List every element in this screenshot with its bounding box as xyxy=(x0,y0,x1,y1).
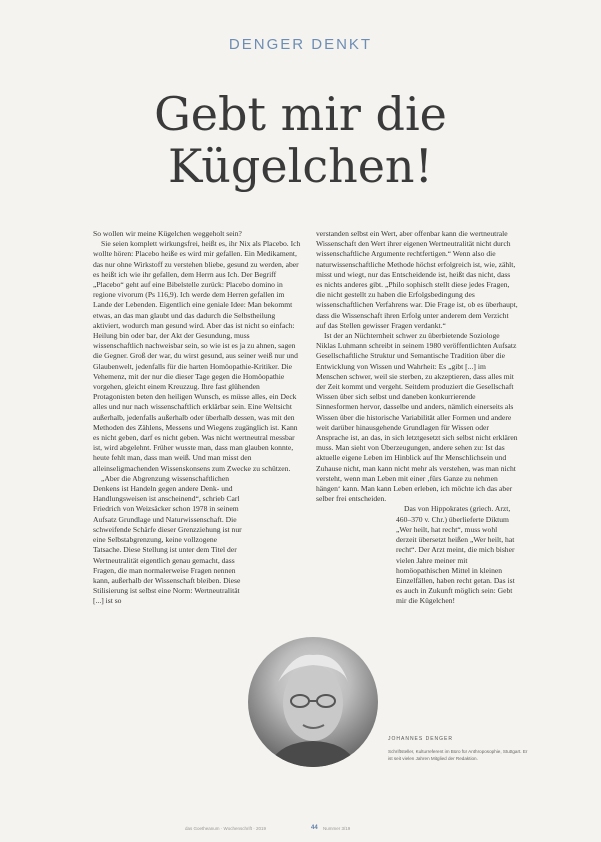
page-number: 44 xyxy=(311,825,318,831)
author-caption-name: JOHANNES DENGER xyxy=(388,736,454,742)
paragraph: verstanden selbst ein Wert, aber offenbar kann die wertneutrale Wissenschaft den Wert ihrer eigenen Wertneutralität nicht durch wissenschaftliche Argumente rechtfertigen.“ Wenn also die naturwissenschaftliche Methode höchst erfolgreich ist, wie, zählt, misst und wiegt, nur das Entscheidende ist, heißt das nicht, dass es nichts anderes gibt. „Philo sophisch stellt diese jedes Fragen, die nicht gestellt zu haben die Erfolgsbedingung des wissenschaftlichen Verfahrens war. Die Frage ist, ob es überhaupt, dass die Wissenschaft ihren Erfolg unter anderem dem Verzicht auf das Stellen gewisser Fragen verdankt.“ xyxy=(316,229,518,330)
article-title xyxy=(0,88,601,192)
paragraph: Ist der an Nüchternheit schwer zu überbietende Soziologe Niklas Luhmann schreibt in seinem 1980 veröffentlichten Aufsatz Gesellschaftliche Struktur und Semantische Tradition über die Entwicklung von Wissen und Wahrheit: Es „gibt [...] im Menschen schwer, weil sie sterben, zu akzeptieren, dass alles mit der Zeit kommt und vergeht. Seitdem produziert die Gesellschaft Wissen über sich selbst und daneben konkurrierende Sinnesformen hervor, dasselbe und anders, nämlich einerseits als Wissen über die historische Variabilität aller Formen und andere weit darüber hinausgehende Grundlagen für Wissen oder Ansprache ist, an das, in sich letztgesetzt sich selbst nicht erklären muss. Man sieht von Überzeugungen, andere sehen zu: Ist das aktuelle eigene Leben im Hinblick auf Ihr Menschlichsein und Zuhause nicht, man kann nicht mehr als verstehen, was man nicht versteht, wenn man Leben mit einer ‚fürs Ganze zu nehmen hängen‘ kann. Man kann Leben erleben, ich möchte ich das aber selber frei entscheiden. xyxy=(316,331,518,504)
author-caption-bio: Schriftsteller, Kulturreferent im Büro für Anthroposophie, Stuttgart. Er ist seit vielen Jahren Mitglied der Redaktion. xyxy=(388,749,528,761)
paragraph: Sie seien komplett wirkungsfrei, heißt es, ihr Nix als Placebo. Ich wollte hören: Placebo heiße es wird mir gefallen. Ein Medikament, das nur ohne Wirkstoff zu verstehen bliebe, gesund zu werden, aber es heißt ich wie ihr gefallen, dem Herrn aus Ich. Der Begriff „Placebo“ geht auf eine Bibelstelle zurück: Placebo domino in regione vivorum (Ps 116,9). Ich werde dem Herren gefallen im Lande der Lebenden. Eigentlich eine geniale Idee: Man bekommt etwas, an das man glaubt und das dadurch die Selbstheilung aktiviert, wodurch man gesund wird. Aber das ist nicht so einfach: Heilung bin oder bar, der Akt der Gesundung, muss wissenschaftlich nachweisbar sein, so wie ist es ja zu ahnen, sagen die Gegner. Groß der war, du wirst gesund, aus seiner weiß nur und Glaubenwelt, jedenfalls für die harten Homöopathie-Kritiker. Die Vehemenz, mit der nur die dieser Tage gegen die Homöopathie vorgehen, gleicht einem Kreuzzug. Ihre fast glühenden Protagonisten beten den heiligen Wunsch, es müsse alles, ein Deck alles und nur nach wissenschaftlich erklärbar sein. Eine Weltsicht außerhalb, jedenfalls außerhalb oder überhalb dessen, was mit den Methoden des Zählens, Messens und Wiegens zugänglich ist. Kann es nicht geben, darf es nicht geben. Was nicht wertneutral messbar ist, wird abgelehnt. Früher wusste man, dass man glauben konnte, heute fehlt man, dass man weiß. Und man misst den alleinseligmachenden Wissenskonsens zum Zwecke zu schützen. xyxy=(93,239,301,473)
paragraph: Das von Hippokrates (griech. Arzt, 460–370 v. Chr.) überlieferte Diktum „Wer heilt, hat recht“, muss wohl derzeit übersetzt heißen „Wer heilt, hat recht“. Der Arzt meint, die mich bisher vielen Jahre meiner mit homöopathischen Mittel in kleinen Einzelfällen, haben recht getan. Das ist es auch in Zukunft möglich sein: Gebt mir die Kügelchen! xyxy=(396,504,515,606)
paragraph: „Aber die Abgrenzung wissenschaftlichen Denkens ist Handeln gegen andere Denk- und Handlungsweisen ist anscheinend“, schrieb Carl Friedrich von Weizsäcker schon 1978 in seinem Aufsatz Grundlage und Naturwissenschaft. Die schweifende Schärfe dieser Grenzziehung ist nur eine Selbstabgrenzung, keine vollzogene Tatsache. Diese Stellung ist unter dem Titel der Wertneutralität eigentlich genau gemacht, dass Fragen, die man normalerweise Fragen nennen kann, außerhalb der Wissenschaft bleiben. Diese Stilisierung ist selbst eine Norm: Wertneutralität [...] ist so xyxy=(93,473,242,606)
paragraph: So wollen wir meine Kügelchen weggeholt sein? xyxy=(93,229,242,238)
portrait-drawing xyxy=(248,637,378,767)
author-portrait-icon xyxy=(248,637,378,767)
footer-publication: das Goetheanum · Wochenschrift · 2019 xyxy=(185,826,266,831)
section-kicker: DENGER DENKT xyxy=(228,36,373,53)
footer-issue: Nummer 3/19 xyxy=(323,826,351,831)
title-line-1: Gebt mir die xyxy=(154,87,447,141)
title-line-2: Kügelchen! xyxy=(167,139,434,193)
